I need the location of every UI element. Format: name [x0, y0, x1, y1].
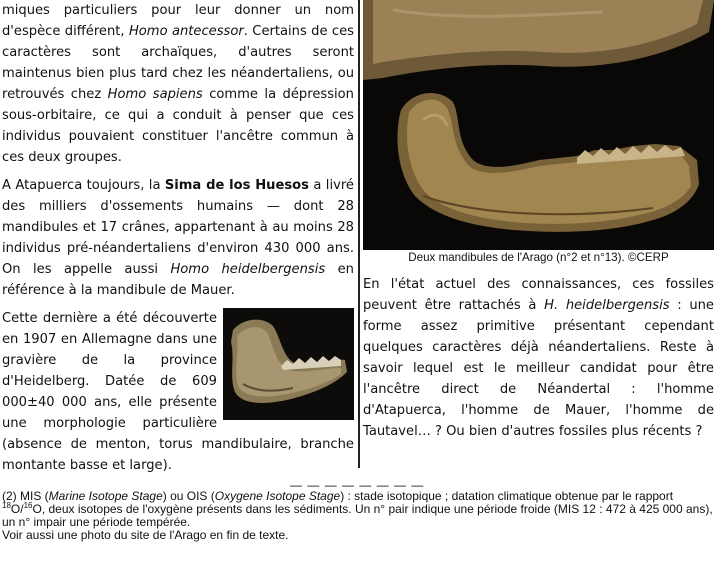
species-name: Homo antecessor: [128, 24, 244, 39]
site-name: Sima de los Huesos: [164, 178, 309, 193]
isotope-superscript: 16: [23, 501, 33, 510]
text: : une forme assez primitive présentant cependant quelques caractères déjà néandertaliens. Reste à savoir lequel est le meilleur candidat pour être l'ancêtre direct de Néandertal : l'homme d'Atapuerca, l'homme de Mauer, l'homme de Tautavel… ? Ou bien d'autres fossiles plus récents ?: [363, 298, 714, 439]
mauer-mandible-photo: [223, 308, 354, 420]
text: en référence à la mandibule de Mauer.: [2, 262, 354, 298]
text: miques particuliers pour leur donner un nom d'espèce différent,: [2, 3, 354, 39]
term: Marine Isotope Stage: [48, 489, 163, 503]
footnote-see-also: Voir aussi une photo du site de l'Arago en fin de texte.: [2, 528, 289, 542]
mandible-illustration: [223, 308, 354, 420]
text: En l'état actuel des connaissances, ces fossiles peuvent être rattachés à: [363, 277, 714, 313]
paragraph-homo-antecessor: [2, 0, 354, 168]
left-column: [2, 0, 354, 476]
text: O/: [10, 502, 24, 516]
photo-caption: Deux mandibules de l'Arago (n°2 et n°13). ©CERP: [408, 251, 669, 264]
text: ) ou OIS (: [162, 489, 215, 503]
species-name: Homo heidelbergensis: [170, 262, 326, 277]
footnote: [2, 490, 714, 542]
paragraph-mauer: Cette dernière a été découverte en 1907 en Allemagne dans une gravière de la province d'Heidelberg. Datée de 609 000±40 000 ans, elle présente une morphologie particulière (absence de menton, torus mandibulaire, branche montante basse et large).: [2, 311, 354, 473]
text: comme la dépression sous-orbitaire, ce qui a conduit à penser que ces individus pouvaient constituer l'ancêtre commun à ces deux groupes.: [2, 87, 354, 165]
isotope-superscript: 18: [2, 501, 11, 510]
column-divider: [358, 0, 360, 468]
mauer-section: [2, 308, 354, 476]
term: Oxygene Isotope Stage: [214, 489, 341, 503]
text: A Atapuerca toujours, la: [2, 178, 165, 193]
text: a livré des milliers d'ossements humains — dont 28 mandibules et 17 crânes, appartenant à au moins 28 individus pré-néandertaliens d'environ 430 000 ans. On les appelle aussi: [2, 178, 354, 277]
text: (2) MIS (: [2, 489, 49, 503]
mandibles-illustration: [363, 0, 714, 250]
text: O, deux isotopes de l'oxygène présents dans les sédiments. Un n° pair indique une période froide (MIS 12 : 472 à 425 000 ans), un n° impair une période tempérée.: [2, 502, 713, 529]
text: ) : stade isotopique ; datation climatique obtenue par le rapport: [340, 489, 674, 503]
text: . Certains de ces caractères sont archaïques, d'autres seront maintenus bien plus tard chez les néandertaliens, ou retrouvés chez: [2, 24, 355, 102]
paragraph-sima-de-los-huesos: [2, 175, 354, 301]
paragraph-conclusion: [363, 274, 714, 442]
footnote-separator: — — — — — — — —: [290, 478, 425, 492]
species-name: Homo sapiens: [107, 87, 203, 102]
species-name: H. heidelbergensis: [544, 298, 670, 313]
arago-mandibles-photo: [363, 0, 714, 250]
